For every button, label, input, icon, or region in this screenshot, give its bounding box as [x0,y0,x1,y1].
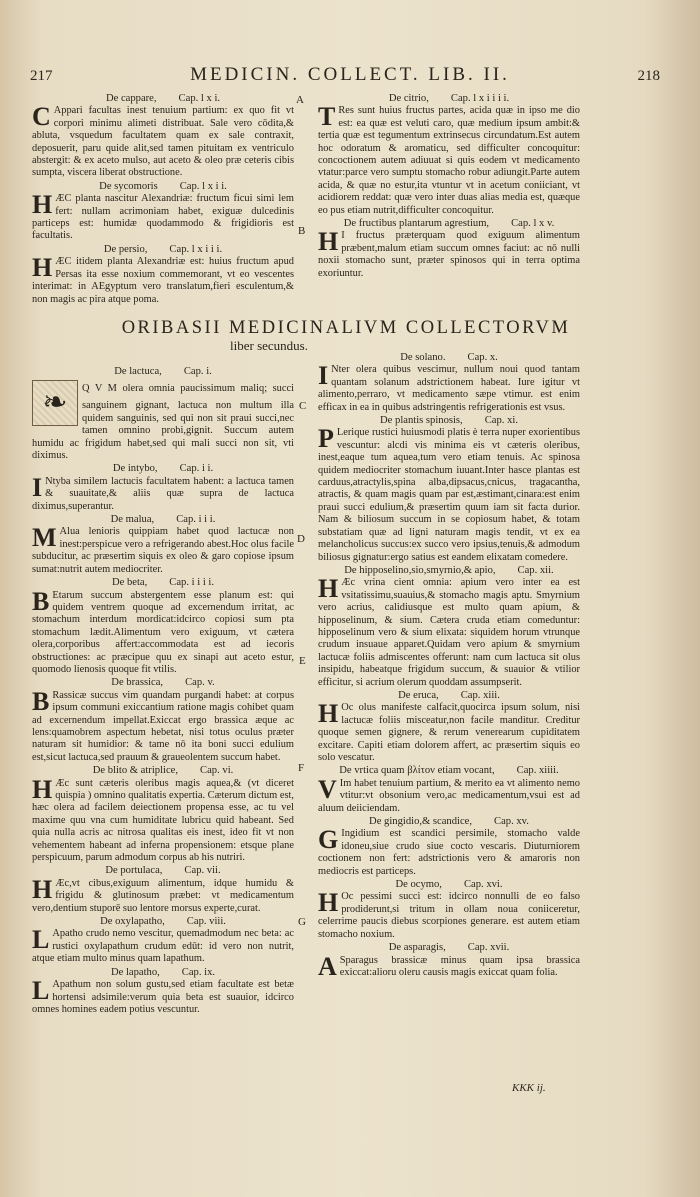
margin-letter-b: B [298,225,306,237]
chapter-heading [32,244,294,256]
chapter-heading [32,514,294,526]
chapter-heading [32,577,294,589]
page-number-left: 217 [30,68,53,84]
margin-letter-c: C [299,400,307,412]
chapter-entry [32,577,294,676]
chapter-entry [318,565,580,689]
chapter-entry [318,415,580,564]
chapter-heading [32,181,294,193]
margin-letter-g: G [298,916,306,928]
chapter-heading [318,879,580,891]
chapter-number: Cap. i i. [179,463,214,475]
chapter-title: De malua, [110,514,155,526]
chapter-text: PLerique rustici huiusmodi platis è terra nuper exorientibus vescuntur: alcdi vis minima eis vt cæteris oleribus, inest,eaque tum aquea,tum vero etiam tenuis. Ac spinosa quidem mediocriter stomachum iuuant.Inter hasce plantas est carduus,atractylis,spina alba,dipsacus,cnicus, tragacantha, atractis, & quam magis quam par est,æstimant,cinara:est enim praui succi edulium,& præsertim quum iam sit facta durior. Nam & biliosum succum in se copiosum habet, & totam substatiam quæ ad ligni naturam magis tendit, vt ex ea melancholicus succus:ex succo vero ipsius,tenuis,& admodum biliosus gignatur:ergo satius est eandem elixatam comedere. [318,424,580,563]
margin-letter-d: D [297,533,305,545]
chapter-title: De vrtica quam βλίτον etiam vocant, [339,765,495,777]
chapter-text: INter olera quibus vescimur, nullum noui quod tantam quantam solanum adstrictionem habeat. Iure igitur vt alimento,perraro, vt medicamento sæpe vtimur. est enim efficax in ea in quibus adstringentis refrigerationis est vsus. [318,361,580,413]
chapter-heading [32,463,294,475]
chapter-text: MAlua lenioris quippiam habet quod lactucæ non inest:perspicue vero a refrigerando abest.Hoc olus facile subducitur, ac præsertim siquis ex oleo & garo copiose ipsum sumat:nutrit autem mediocriter. [32,523,294,575]
chapter-number: Cap. l x i i i i. [450,93,510,104]
margin-letter-a: A [296,94,304,106]
chapter-entry [32,677,294,764]
chapter-entry [318,942,580,979]
chapter-text: HÆc sunt cæteris oleribus magis aquea,& (vt diceret quispia ) omnino qualitatis expertia. Cæterum dictum est, hæc olera ad facilem deiectionem propensa esse, ac tu vel maxime quu vna cum humiditate lubricu quid habeant. Sed quia nulla acris ac nitrosa qualitas eis inest, ideo fit vt non vehementem habeant ad inferna propensionem: etsque plane perspicuum, parum admodum corpus ab his nutriri. [32,774,294,864]
chapter-title: De intybo, [112,463,158,475]
chapter-entry [318,765,580,815]
decorated-initial-icon: ❧ [32,380,78,426]
chapter-heading [32,93,294,105]
chapter-number: Cap. xiiii. [516,765,559,777]
book-subtitle: liber secundus. [230,338,308,353]
chapter-entry [318,93,580,217]
chapter-title: De eruca, [398,689,439,701]
margin-letter-f: F [298,762,305,774]
chapter-text: INtyba similem lactucis facultatem habent: a lactuca tamen & suauitate,& aliis quæ supra de lactuca diximus,superantur. [32,472,294,512]
chapter-number: Cap. i i i. [176,514,216,526]
chapter-entry [32,916,294,966]
chapter-heading [32,916,294,928]
chapter-number: Cap. xi. [484,415,518,427]
chapter-entry [318,879,580,941]
chapter-number: Cap. i. [183,366,212,377]
chapter-text: HÆc vrina cient omnia: apium vero inter ea est vsitatissimu,suauius,& stomacho magis aptu. Smyrnium vero acrius, calidiusque est multo quam apium, & hipposelinum, & sium. Cætera cruda etiam comeduntur: hipposelinum vero & sium elixata: siquidem horum vtrunque crudum insuaue apparet.Quidam vero apium & smyrnium lactucæ foliis admiscentes offerunt: nam cum lactuca sit olus insipidu, habeatque frigidum succum, & suauior & vtilior efficitur, si acrium olerum quoddam assumpserit. [318,574,580,688]
top-left-column [32,93,294,307]
chapter-title: De lactuca, [114,366,162,377]
chapter-number: Cap. viii. [186,916,226,928]
chapter-heading [318,816,580,828]
chapter-text-content: Q V M olera omnia paucissimum maliq; succi sanguinem gignant, lactuca non multum illa quidem sanguinis, sed qui non sit praui succi,nec tamen omnino probi,gignit. Succum autem humidu ac frigidum habet,sed qui mali succi non sit, vti diximus. [32,383,294,462]
chapter-title: De blito & atriplice, [92,765,179,777]
page-number-right: 218 [637,68,660,84]
chapter-title: De oxylapatho, [100,916,165,928]
chapter-number: Cap. i i i i. [169,577,215,589]
right-column [318,352,580,980]
chapter-entry [32,244,294,306]
chapter-number: Cap. vii. [184,865,221,877]
chapter-title: De ocymo, [395,879,442,891]
chapter-text: VIm habet tenuium partium, & merito ea vt alimento nemo vtitur:vt obsonium vero,ac medicamentum,vsui est ad aluum deiiciendam. [318,774,580,814]
book-title: ORIBASII MEDICINALIVM COLLECTORVM [121,318,571,338]
chapter-text: LApatho crudo nemo vescitur, quemadmodum nec beta: ac rustici oxylapathum crudum edūt: id vero non nutrit, atque etiam multo minus quam lapathum. [32,925,294,965]
chapter-title: De cappare, [105,93,157,104]
chapter-title: De fructibus plantarum agrestium, [343,218,490,230]
margin-letter-e: E [299,655,306,667]
chapter-text: TRes sunt huius fructus partes, acida quæ in ipso me dio est: ea quæ est veluti caro, quæ medium ipsum ambit:& tertia quæ est tegumentum extrinsecus circundatum.Est autem hoc odoratum & aromaticu, sed difficulter concoquitur: concoctionem autem adiuuat si quis eodem vt medicamento vtatur:parce vero sumptu stomacho robur adiungit.Parte autem acida, & quæ no estur,ita vtuntur vt in acetum coniiciant, vt acidiorem reddat: quæ vero inter duas alias media est, quæque eo pus etiam nutrit,difficulter concoquitur. [318,102,580,216]
chapter-title: De hipposelino,sio,smyrnio,& apio, [344,564,496,576]
chapter-heading [318,415,580,427]
chapter-heading [32,765,294,777]
chapter-heading [318,565,580,577]
chapter-text: HI fructus præterquam quod exiguum alimentum præbent,malum etiam succum omnes faciut: ac nō nulli noxii stomacho sunt, præter spinosos qui in terra optima exoriuntur. [318,227,580,279]
chapter-number: Cap. l x i i. [179,180,227,192]
chapter-heading [318,93,580,105]
left-column [32,366,294,1017]
chapter-entry [318,218,580,280]
chapter-title: De citrio, [388,93,429,104]
chapter-text: BRassicæ succus vim quandam purgandi habet: at corpus ipsum communi exiccantium ratione magis cohibet quam ad excernendum impellat.Exiccat ergo brassica æque ac lens:quamobrem aspectum hebetat, nisi totus oculus præter naturam sit humidior: & tame nō ita boni succi edulium est,sicut lactuca,sed prauum & graueolentem succum habet. [32,686,294,763]
signature-mark: KKK ij. [512,1082,546,1094]
chapter-text: BEtarum succum abstergentem esse planum est: qui quidem ventrem quoque ad excernendum irritat, ac stomachum interdum mordicat:idcirco copiosi sum pta stomachum lædit.Alimentum vero exiguum, vt cætera olera,corporibus affert:accommodata est ad iecoris obstructiones: ac præcipue quu ex sinapi aut aceto estur, quomodo lienosis quoque fit vtilis. [32,586,294,675]
chapter-number: Cap. l x v. [511,218,555,230]
chapter-entry [32,463,294,513]
chapter-entry [32,93,294,180]
chapter-title: De gingidio,& scandice, [369,816,473,828]
chapter-text: HÆc,vt cibus,exiguum alimentum, idque humidu & frigidu & glutinosum præbet: vt medicamentum vero,dentium stuporē suo lentore morsus experte,curat. [32,874,294,914]
chapter-text: HOc pessimi succi est: idcirco nonnulli de eo falso prodiderunt,si tritum in ollam noua coniiceretur, celerrime paucis diebus scorpiones generare. est autem etiam stomacho noxium. [318,888,580,940]
chapter-entry [32,865,294,915]
chapter-number: Cap. l x i i i. [169,243,223,255]
chapter-text: LApathum non solum gustu,sed etiam facultate est betæ hortensi adsimile:verum quia beta est suauior, idcirco omnes homines eadem potius vescuntur. [32,976,294,1015]
chapter-heading [32,967,294,979]
chapter-heading [318,765,580,777]
chapter-heading [318,218,580,230]
chapter-number: Cap. x. [467,352,498,363]
top-right-column [318,93,580,281]
chapter-heading [318,352,580,364]
chapter-title: De asparagis, [388,942,446,954]
page-header [30,62,670,92]
chapter-number: Cap. xvii. [467,942,510,954]
chapter-heading [32,677,294,689]
chapter-title: De plantis spinosis, [380,415,463,427]
chapter-entry [32,514,294,576]
chapter-heading [32,366,294,378]
chapter-entry [32,366,294,462]
chapter-text: CAppari facultas inest tenuium partium: ex quo fit vt corpori minimu alimeti distribuat. Sale vero cōdita,& abluta, vsquedum facultatem quam ex sale contraxit, deposuerit, paru quide alit,sed tamen pituitam ex ventriculo abstergit: & ex aceto mulso, aut aceto & oleo præ ceteris cibis sumpta, viscera liberat obstructione. [32,102,294,179]
chapter-number: Cap. v. [185,677,215,689]
chapter-title: De sycomoris [99,180,158,192]
chapter-title: De portulaca, [105,865,163,877]
chapter-entry [32,181,294,243]
chapter-number: Cap. ix. [181,966,216,978]
running-title: MEDICIN. COLLECT. LIB. II. [190,64,510,85]
chapter-text: HOc olus manifeste calfacit,quocirca ipsum solum, nisi lactucæ foliis misceatur,non facile manditur. Creditur quoque semen gignere, & rerum venerearum cupiditatem excitare. Capiti etiam dolorem affert, ac præsertim siquis eo solo vescatur. [318,699,580,763]
chapter-heading [32,865,294,877]
chapter-number: Cap. xvi. [463,879,503,891]
chapter-title: De brassica, [111,677,164,689]
chapter-heading [318,690,580,702]
chapter-number: Cap. vi. [200,765,234,777]
chapter-number: Cap. xv. [494,816,529,828]
chapter-title: De persio, [103,243,148,255]
chapter-text: HÆC planta nascitur Alexandriæ: fructum ficui simi lem fert: nullam acrimoniam habet, exiguæ dulcedinis particeps est: humidæ quodammodo & frigidioris est facultatis. [32,190,294,242]
chapter-entry [32,967,294,1017]
chapter-entry [318,352,580,414]
chapter-entry [318,690,580,764]
chapter-title: De beta, [111,577,148,589]
chapter-text: ASparagus brassicæ minus quam ipsa brassica exiccat:alioru oleru causis magis exiccat quam folia. [318,951,580,981]
chapter-number: Cap. xii. [517,564,554,576]
chapter-heading [318,942,580,954]
chapter-text [32,378,294,462]
chapter-title: De solano. [400,352,446,363]
chapter-text: GIngidium est scandici persimile, stomacho valde idoneu,siue crudo siue cocto vescaris. Diuturniorem coctionem non fert: adstrictionis vero & amaroris non mediocris est particeps. [318,825,580,877]
chapter-entry [32,765,294,864]
chapter-title: De lapatho, [110,966,160,978]
chapter-number: Cap. xiii. [460,689,500,701]
chapter-number: Cap. l x i. [178,93,221,104]
chapter-text: HÆC itidem planta Alexandriæ est: huius fructum apud Persas ita esse noxium commemorant, vt eo vescentes interimat: in AEgyptum vero translatum,fieri esculentum,& non magis ac pira atque poma. [32,253,294,305]
chapter-entry [318,816,580,878]
